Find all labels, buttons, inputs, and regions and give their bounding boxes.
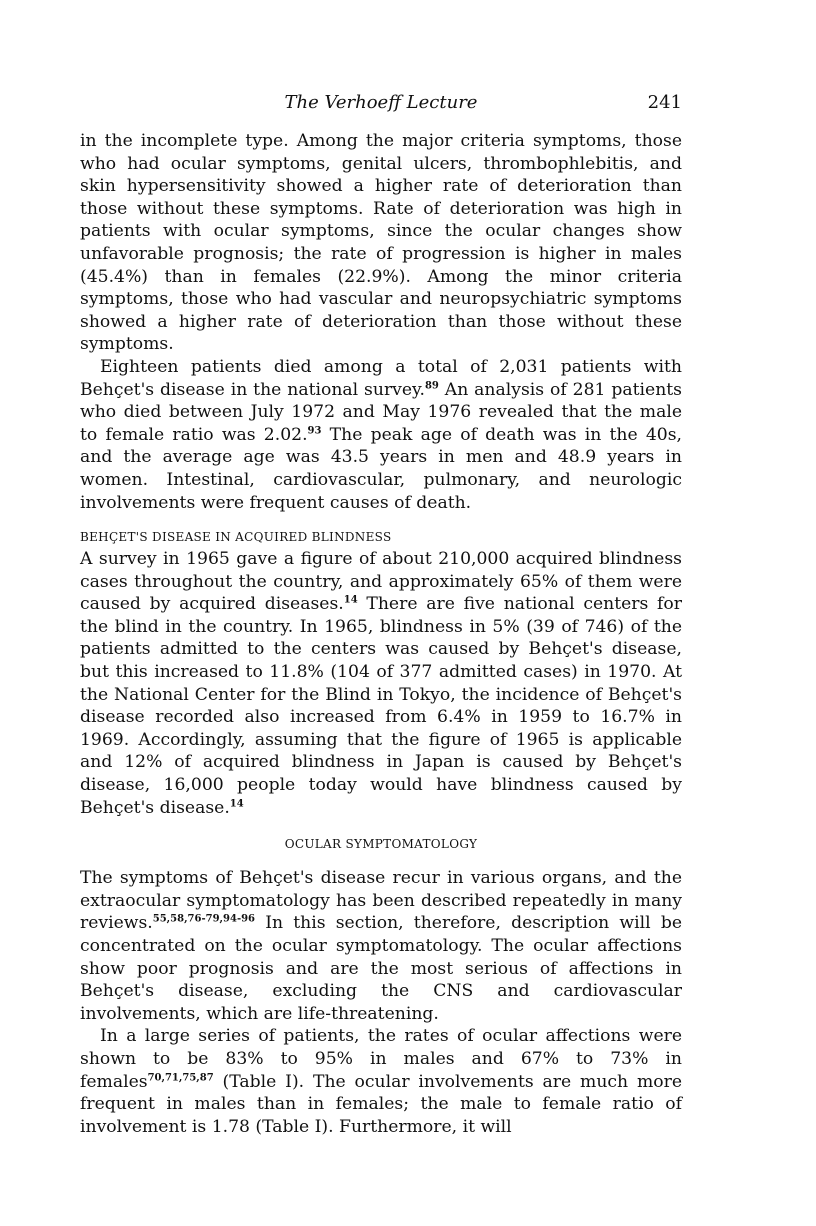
paragraph-2-text-c: The peak age of death was in the 40s, and the average age was 43.5 years in men and 48.9 years in women. Intestinal, cardiovascular, pulmonary, and neurologic involvements were frequent causes of death. [80,424,682,513]
paragraph-3 [80,548,682,819]
section-heading-ocular: OCULAR SYMPTOMATOLOGY [284,837,478,852]
paragraph-5-text-a: In a large series of patients, the rates of ocular affections were shown to be 83% to 95% in males and 67% to 73% in females [80,1026,682,1092]
article-body [80,130,682,1138]
paragraph-4-text-a: The symptoms of Behçet's disease recur in various organs, and the extraocular symptomatology has been described repeatedly in many reviews. [80,868,682,934]
page-number: 241 [647,92,682,113]
paragraph-4 [80,867,682,1025]
reference-superscript: 93 [307,424,322,436]
paragraph-3-text-a: A survey in 1965 gave a figure of about 210,000 acquired blindness cases throughout the country, and approximately 65% of them were caused by acquired diseases. [80,549,682,615]
paragraph-5-text-b: (Table I). The ocular involvements are much more frequent in males than in females; the male to female ratio of involvement is 1.78 (Table I). Furthermore, it will [80,1071,682,1137]
paragraph-4-text-b: In this section, therefore, description will be concentrated on the ocular symptomatology. The ocular affections show poor prognosis and are the most serious of affections in Behçet's disease, excluding the CNS and cardiovascular involvements, which are life-threatening. [80,913,682,1024]
page-header [80,90,682,116]
running-title: The Verhoeff Lecture [284,92,478,113]
paragraph-2-text-b: An analysis of 281 patients who died between July 1972 and May 1976 revealed that the male to female ratio was 2.02. [80,379,682,445]
reference-superscript: 89 [424,379,439,391]
paragraph-3-text-b: There are five national centers for the blind in the country. In 1965, blindness in 5% (39 of 746) of the patients admitted to the centers was caused by Behçet's disease, but this increased to 11.8% (104 of 377 admitted cases) in 1970. At the National Center for the Blind in Tokyo, the incidence of Behçet's disease recorded also increased from 6.4% in 1959 to 16.7% in 1969. Accordingly, assuming that the figure of 1965 is applicable and 12% of acquired blindness in Japan is caused by Behçet's disease, 16,000 people today would have blindness caused by Behçet's disease. [80,594,682,818]
reference-superscript: 14 [343,594,358,606]
paragraph-2 [80,356,682,514]
paragraph-1 [80,130,682,356]
reference-superscript: 14 [229,797,244,809]
section-heading-blindness: BEHÇET'S DISEASE IN ACQUIRED BLINDNESS [80,530,392,545]
reference-superscript: 55,58,76-79,94-96 [152,913,256,925]
reference-superscript: 70,71,75,87 [147,1071,214,1083]
paragraph-1-text: in the incomplete type. Among the major criteria symptoms, those who had ocular symptoms, genital ulcers, thrombophlebitis, and skin hypersensitivity showed a higher rate of deterioration than those without these symptoms. Rate of deterioration was high in patients with ocular symptoms, since the ocular changes show unfavorable prognosis; the rate of progression is higher in males (45.4%) than in females (22.9%). Among the minor criteria symptoms, those who had vascular and neuropsychiatric symptoms showed a higher rate of deterioration than those without these symptoms. [80,131,682,355]
paragraph-2-text-a: Eighteen patients died among a total of 2,031 patients with Behçet's disease in the national survey. [80,356,682,400]
paragraph-5 [80,1025,682,1138]
